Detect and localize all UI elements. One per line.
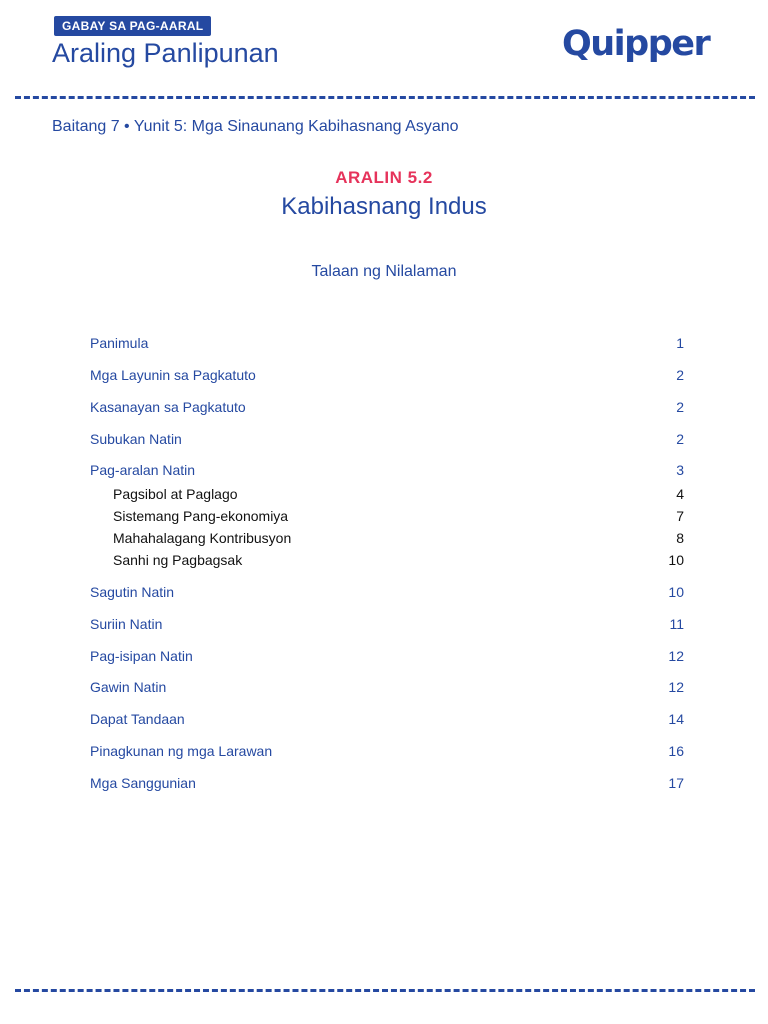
toc-item-label: Sagutin Natin xyxy=(90,584,175,600)
toc-item-mga-sanggunian[interactable] xyxy=(90,775,684,791)
toc-item-subukan-natin[interactable] xyxy=(90,431,684,447)
toc-subitem-pagbagsak[interactable] xyxy=(113,552,684,568)
toc-item-dapat-tandaan[interactable] xyxy=(90,711,684,727)
toc-item-page: 12 xyxy=(668,679,684,695)
toc-item-mga-layunin[interactable] xyxy=(90,367,684,383)
toc-item-page: 14 xyxy=(668,711,684,727)
toc-item-label: Pagsibol at Paglago xyxy=(113,486,238,502)
toc-item-page: 7 xyxy=(676,508,684,524)
breadcrumb: Baitang 7 • Yunit 5: Mga Sinaunang Kabihasnang Asyano xyxy=(52,118,459,135)
toc-subitem-ekonomiya[interactable] xyxy=(113,508,684,524)
toc-item-page: 3 xyxy=(676,462,684,478)
guide-badge: GABAY SA PAG-AARAL xyxy=(54,16,211,36)
toc-item-label: Pag-isipan Natin xyxy=(90,648,193,664)
toc-item-panimula[interactable] xyxy=(90,335,684,351)
toc-item-page: 11 xyxy=(669,616,684,632)
toc-item-kasanayan[interactable] xyxy=(90,399,684,415)
toc-item-label: Gawin Natin xyxy=(90,679,167,695)
toc-item-label: Suriin Natin xyxy=(90,616,163,632)
lesson-title: Kabihasnang Indus xyxy=(281,193,487,220)
toc-item-label: Sistemang Pang-ekonomiya xyxy=(113,508,289,524)
toc-item-page: 16 xyxy=(668,743,684,759)
toc-item-label: Mga Layunin sa Pagkatuto xyxy=(90,367,256,383)
toc-item-pinagkunan[interactable] xyxy=(90,743,684,759)
toc-item-gawin-natin[interactable] xyxy=(90,679,684,695)
toc-item-page: 17 xyxy=(668,775,684,791)
toc-item-label: Subukan Natin xyxy=(90,431,182,447)
quipper-logo: Quipper xyxy=(562,24,710,64)
toc-item-label: Mahahalagang Kontribusyon xyxy=(113,530,292,546)
toc-item-page: 2 xyxy=(676,399,684,415)
toc-heading: Talaan ng Nilalaman xyxy=(311,263,457,280)
toc-item-pag-isipan-natin[interactable] xyxy=(90,648,684,664)
toc-item-page: 12 xyxy=(668,648,684,664)
top-dashed-divider xyxy=(15,96,755,99)
toc-item-label: Panimula xyxy=(90,335,149,351)
toc-item-label: Pag-aralan Natin xyxy=(90,462,196,478)
toc-item-page: 1 xyxy=(676,335,684,351)
toc-item-suriin-natin[interactable] xyxy=(90,616,684,632)
toc-item-page: 8 xyxy=(676,530,684,546)
toc-item-page: 10 xyxy=(668,552,684,568)
toc-item-page: 2 xyxy=(676,367,684,383)
toc-item-page: 2 xyxy=(676,431,684,447)
toc-item-label: Dapat Tandaan xyxy=(90,711,185,727)
toc-item-sagutin-natin[interactable] xyxy=(90,584,684,600)
toc-subitem-pagsibol[interactable] xyxy=(113,486,684,502)
toc-item-pag-aralan-natin[interactable] xyxy=(90,462,684,478)
toc-subitem-kontribusyon[interactable] xyxy=(113,530,684,546)
toc-item-label: Kasanayan sa Pagkatuto xyxy=(90,399,246,415)
toc-item-label: Mga Sanggunian xyxy=(90,775,196,791)
subject-title: Araling Panlipunan xyxy=(52,38,279,68)
toc-item-page: 4 xyxy=(676,486,684,502)
toc-item-page: 10 xyxy=(668,584,684,600)
toc-item-label: Pinagkunan ng mga Larawan xyxy=(90,743,273,759)
lesson-number: ARALIN 5.2 xyxy=(335,168,433,187)
bottom-dashed-divider xyxy=(15,989,755,992)
toc-item-label: Sanhi ng Pagbagsak xyxy=(113,552,243,568)
